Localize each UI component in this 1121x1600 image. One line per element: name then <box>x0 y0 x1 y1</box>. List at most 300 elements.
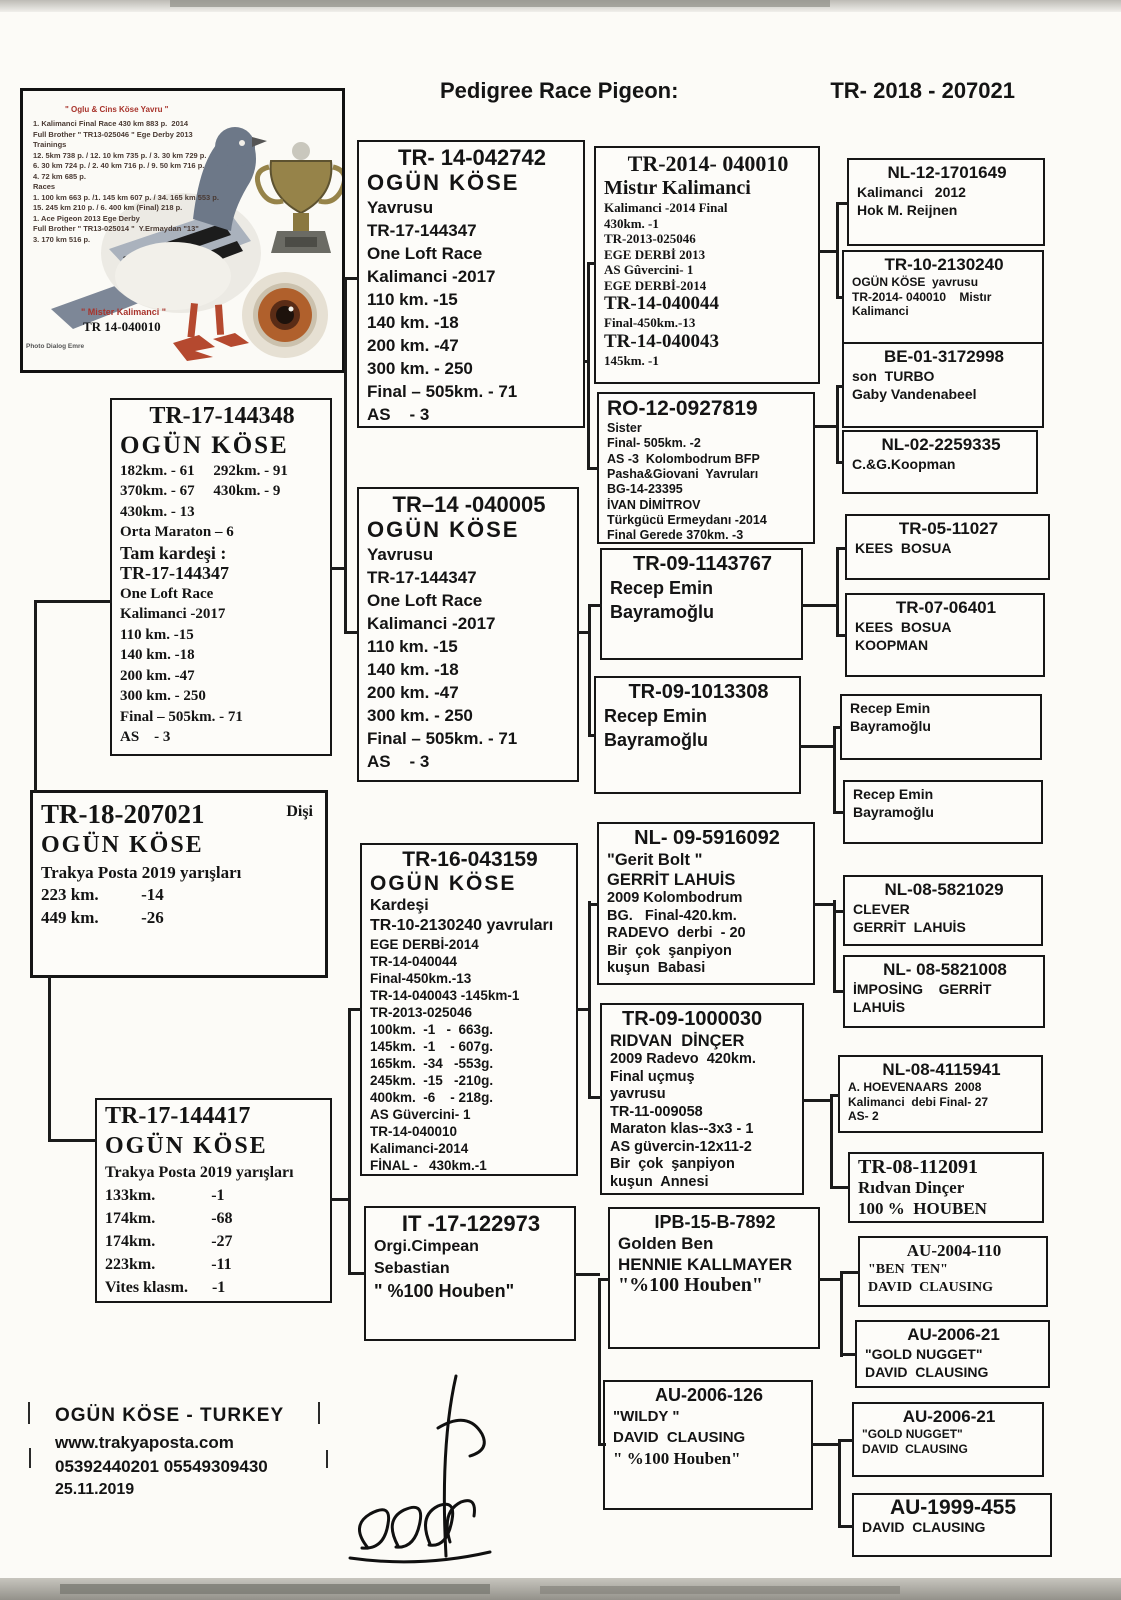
box-line: TR-14-040043 -145km-1 <box>370 988 520 1004</box>
pedigree-connector <box>811 1443 838 1446</box>
box-line: TR-17-144347 <box>367 568 477 588</box>
pedigree-connector <box>833 900 836 993</box>
box-line: OGÜN KÖSE <box>41 832 204 859</box>
box-line: 245km. -15 -210g. <box>370 1073 494 1089</box>
box-line: 182km. - 61 292km. - 91 <box>120 462 288 479</box>
ring-number: NL- 09-5916092 <box>634 827 780 849</box>
pedigree-box-tr-10-2130240 <box>842 250 1044 345</box>
photo-info-lines <box>33 119 248 245</box>
pedigree-box-recep-emin-bayramoglu-1 <box>840 694 1042 760</box>
ring-number: AU-2006-126 <box>654 1385 764 1405</box>
scan-artifact-bottom-smudge <box>60 1584 490 1594</box>
box-line: GERRİT LAHUİS <box>607 871 736 889</box>
pedigree-connector <box>588 903 599 906</box>
pedigree-box-au-2006-126 <box>603 1380 813 1510</box>
box-line: 100 % HOUBEN <box>858 1199 987 1218</box>
box-line: One Loft Race <box>367 591 483 611</box>
box-lines <box>374 1236 568 1302</box>
box-line: 449 km. -26 <box>41 907 164 927</box>
box-line: 200 km. -47 <box>120 667 195 684</box>
box-line: Recep Emin <box>850 700 931 716</box>
pedigree-box-tr-17-144348 <box>110 398 332 756</box>
box-line: TR-14-040044 <box>604 293 720 315</box>
pedigree-connector <box>348 1008 362 1011</box>
pedigree-connector <box>836 385 844 388</box>
pedigree-box-au-2006-21-b <box>852 1402 1044 1477</box>
box-lines <box>610 1031 796 1191</box>
pedigree-connector <box>598 1278 610 1281</box>
pedigree-box-be-01-3172998 <box>842 342 1044 428</box>
pedigree-connector <box>576 1008 590 1011</box>
pedigree-box-recep-emin-bayramoglu-2 <box>843 780 1043 844</box>
pedigree-box-nl-08-4115941 <box>838 1055 1043 1133</box>
box-lines <box>853 900 1035 936</box>
box-line: Final-450km.-13 <box>370 971 472 987</box>
pedigree-box-tr-14-042742 <box>357 140 585 428</box>
box-line: KOOPMAN <box>855 637 929 653</box>
box-line: Recep Emin <box>853 786 934 802</box>
pedigree-connector <box>588 1096 602 1099</box>
box-line: 100km. -1 - 663g. <box>370 1022 494 1038</box>
pedigree-connector <box>836 547 847 550</box>
pedigree-box-ro-12-0927819 <box>597 392 815 544</box>
ring-number: NL-08-5821029 <box>884 880 1004 899</box>
pedigree-connector <box>577 631 590 634</box>
box-line: Final – 505km. - 71 <box>120 708 243 725</box>
pedigree-connector <box>833 811 845 814</box>
box-line: 15. 245 km 210 p. / 6. 400 km (Final) 218 p. <box>33 203 183 212</box>
box-line: "WILDY " <box>613 1407 680 1425</box>
box-line: Maraton klas--3x3 - 1 <box>610 1121 754 1137</box>
pedigree-connector <box>48 976 51 1142</box>
box-line: TR-14-040043 <box>604 330 720 352</box>
box-line: AS - 3 <box>367 405 430 425</box>
ring-number: IPB-15-B-7892 <box>654 1212 776 1232</box>
pedigree-connector <box>836 461 844 464</box>
box-lines <box>858 1177 1036 1219</box>
box-line: 1. Ace Pigeon 2013 Ege Derby <box>33 213 140 223</box>
box-line: " %100 Houben" <box>374 1281 515 1302</box>
box-line: AS- 2 <box>848 1109 879 1123</box>
box-line: yavrusu <box>610 1086 666 1102</box>
box-lines <box>852 367 1036 403</box>
box-line: Bayramoğlu <box>853 804 934 820</box>
ring-number: TR-05-11027 <box>898 519 999 538</box>
box-line: 3. 170 km 516 p. <box>33 234 91 244</box>
ring-number: TR-10-2130240 <box>884 255 1004 274</box>
box-line: TR-2013-025046 <box>604 231 696 247</box>
footer-owner: OGÜN KÖSE - TURKEY <box>55 1405 285 1426</box>
pedigree-box-tr-09-1143767 <box>600 548 803 660</box>
box-line: Yavrusu <box>367 198 434 218</box>
pedigree-connector <box>830 1186 850 1189</box>
box-line: 140 km. -18 <box>367 313 459 333</box>
box-line: TR-17-144347 <box>367 221 477 241</box>
box-line: Bir çok şanpiyon <box>610 1156 735 1172</box>
box-lines <box>855 618 1037 654</box>
box-line: Final- 505km. -2 <box>607 436 701 451</box>
box-line: AS - 3 <box>120 729 171 746</box>
box-line: Sebastian <box>374 1260 450 1278</box>
box-lines <box>857 183 1037 219</box>
box-line: Sister <box>607 421 642 436</box>
page-header <box>440 78 1015 104</box>
box-line: RIDVAN DİNÇER <box>610 1032 745 1050</box>
pedigree-box-au-1999-455 <box>852 1493 1052 1557</box>
pedigree-connector <box>836 202 849 205</box>
subject-ring-number-header: TR- 2018 - 207021 <box>830 78 1015 103</box>
ring-number: TR-09-1143767 <box>633 553 772 575</box>
pedigree-connector <box>833 990 845 993</box>
pedigree-connector <box>830 1094 840 1097</box>
pedigree-connector <box>838 1439 841 1528</box>
box-line: Kalimanci 2012 <box>857 184 966 200</box>
box-line: EGE DERBİ-2014 <box>370 937 479 953</box>
box-line: 223km. -11 <box>105 1255 232 1273</box>
box-line: AS Gûvercini- 1 <box>604 262 694 278</box>
box-line: AS güvercin-12x11-2 <box>610 1138 752 1155</box>
box-line: TR-2014- 040010 Mistır <box>852 289 992 304</box>
pigeon-photo-panel <box>20 88 345 373</box>
pedigree-box-ipb-15-b-7892 <box>608 1207 820 1349</box>
pedigree-connector <box>583 360 589 363</box>
box-line: AS Güvercini- 1 <box>370 1107 471 1123</box>
pedigree-connector <box>813 903 833 906</box>
box-line: Recep Emin <box>610 578 714 598</box>
ring-number: NL- 08-5821008 <box>883 960 1007 979</box>
pedigree-connector <box>574 1273 600 1276</box>
box-line: OGÜN KÖSE <box>120 431 289 459</box>
box-lines <box>607 421 807 543</box>
box-lines <box>862 1518 1044 1536</box>
box-line: HENNIE KALLMAYER <box>618 1254 793 1274</box>
box-line: Bayramoğlu <box>604 730 709 750</box>
pedigree-connector <box>330 567 346 570</box>
box-line: 4. 72 km 685 p. <box>33 171 86 181</box>
box-line: Golden Ben <box>618 1233 714 1253</box>
ring-number: TR- 14-042742 <box>398 145 546 170</box>
subject-title-row <box>41 799 319 830</box>
pedigree-box-tr-16-043159 <box>360 843 578 1176</box>
pedigree-connector <box>836 547 839 637</box>
footer-website[interactable]: www.trakyaposta.com <box>55 1433 234 1452</box>
pedigree-connector <box>588 734 596 737</box>
pedigree-connector <box>587 262 590 470</box>
box-line: TR-10-2130240 yavruları <box>370 917 554 935</box>
box-line: 2009 Radevo 420km. <box>610 1051 756 1067</box>
box-line: One Loft Race <box>367 244 483 264</box>
box-lines <box>41 830 319 929</box>
pedigree-box-it-17-122973 <box>364 1206 576 1341</box>
box-line: Hok M. Reijnen <box>857 202 958 218</box>
pedigree-connector <box>348 1008 351 1275</box>
footer-contact-block <box>55 1405 345 1499</box>
pedigree-connector <box>840 1271 860 1274</box>
box-line: TR-14-040044 <box>370 954 458 970</box>
signature <box>338 1368 508 1578</box>
ring-number: TR-17-144348 <box>149 403 295 429</box>
pedigree-box-tr-2014-040010 <box>594 146 820 384</box>
pedigree-box-tr-08-112091 <box>848 1152 1044 1223</box>
box-line: Türkgücü Ermeydanı -2014 <box>607 512 767 527</box>
box-line: Kalimanci -2017 <box>367 267 496 287</box>
box-line: KEES BOSUA <box>855 619 952 635</box>
box-lines <box>604 176 812 368</box>
pedigree-box-subject-tr-18-207021 <box>30 790 328 978</box>
box-line: 140 km. -18 <box>367 660 459 680</box>
box-line: Trakya Posta 2019 yarışları <box>105 1163 294 1181</box>
box-line: Kalimanci -2017 <box>120 606 226 623</box>
box-line: 1. 100 km 663 p. /1. 145 km 607 p. / 34. 165 km 553 p. <box>33 192 219 202</box>
box-line: TR-14-040010 <box>370 1124 458 1140</box>
box-line: Gaby Vandenabeel <box>852 386 977 402</box>
box-line: Kardeşi <box>370 897 429 915</box>
box-line: EGE DERBİ 2013 <box>604 246 706 262</box>
pedigree-box-nl-12-1701649 <box>847 158 1045 246</box>
box-lines <box>604 704 793 752</box>
box-line: Bayramoğlu <box>610 602 715 622</box>
ring-number: TR-07-06401 <box>895 598 997 617</box>
photo-credit: Photo Dialog Emre <box>26 343 85 350</box>
ring-number: RO-12-0927819 <box>607 397 758 420</box>
pedigree-box-tr-05-11027 <box>845 514 1050 580</box>
box-line: 12. 5km 738 p. / 12. 10 km 735 p. / 3. 30 km 729 p. <box>33 150 207 160</box>
box-line: 370km. - 67 430km. - 9 <box>120 483 281 500</box>
box-line: Final uçmuş <box>610 1068 695 1085</box>
box-line: Kalimanci <box>852 304 909 318</box>
box-line: 140 km. -18 <box>120 647 195 664</box>
box-line: KEES BOSUA <box>855 540 952 556</box>
pedigree-box-tr-17-144417 <box>95 1098 332 1303</box>
box-line: TR-2013-025046 <box>370 1005 473 1021</box>
box-line: Vites klasm. -1 <box>105 1278 226 1296</box>
pedigree-connector <box>598 1443 606 1446</box>
pedigree-connector <box>836 202 839 298</box>
ring-number: TR-18-207021 <box>41 799 205 829</box>
box-lines <box>610 576 795 624</box>
box-line: Orta Maraton – 6 <box>120 524 234 541</box>
box-line: İMPOSİNG GERRİT <box>853 981 992 997</box>
box-line: TR-11-009058 <box>610 1103 703 1120</box>
pedigree-connector <box>830 1094 833 1189</box>
box-line: 2009 Kolombodrum <box>607 890 743 906</box>
box-line: 300 km. - 250 <box>367 706 473 726</box>
box-line: 145km. -1 - 607g. <box>370 1039 494 1055</box>
pedigree-connector <box>818 1278 840 1281</box>
pedigree-connector <box>348 1272 366 1275</box>
pedigree-connector <box>818 250 836 253</box>
box-lines <box>848 1080 1035 1124</box>
box-lines <box>105 1131 324 1299</box>
box-line: "Gerit Bolt " <box>607 851 703 869</box>
box-lines <box>607 850 807 978</box>
box-line: AS - 3 <box>367 752 430 772</box>
box-line: 145km. -1 <box>604 352 659 368</box>
pedigree-connector <box>34 600 112 603</box>
pen-mark <box>28 1402 30 1424</box>
box-line: 400km. -6 - 218g. <box>370 1090 494 1106</box>
box-line: Final-450km.-13 <box>604 315 696 331</box>
box-line: 165km. -34 -553g. <box>370 1056 494 1072</box>
box-lines <box>865 1345 1042 1381</box>
ring-number: TR-09-1013308 <box>628 681 769 703</box>
pedigree-box-tr-07-06401 <box>845 593 1045 677</box>
pedigree-connector <box>48 1139 97 1142</box>
box-line: Mistır Kalimanci <box>604 177 751 200</box>
box-lines <box>853 980 1037 1016</box>
box-line: DAVID CLAUSING <box>865 1364 989 1380</box>
ring-number: TR-08-112091 <box>858 1156 978 1178</box>
box-line: son TURBO <box>852 368 935 384</box>
box-lines <box>868 1261 1040 1297</box>
box-lines <box>852 275 1036 319</box>
box-lines <box>852 455 1030 473</box>
page-title: Pedigree Race Pigeon: <box>440 78 679 103</box>
box-line: 174km. -27 <box>105 1232 233 1250</box>
box-line: DAVID CLAUSING <box>862 1519 986 1535</box>
scan-artifact-bottom-smudge-2 <box>540 1586 900 1594</box>
box-lines <box>853 785 1035 821</box>
pedigree-box-tr-09-1000030 <box>600 1003 804 1195</box>
box-line: "GOLD NUGGET" <box>865 1346 983 1362</box>
box-line: GERRİT LAHUİS <box>853 919 966 935</box>
pedigree-box-au-2006-21-a <box>855 1320 1050 1388</box>
box-line: Rıdvan Dinçer <box>858 1178 965 1197</box>
pedigree-box-tr-09-1013308 <box>594 676 801 794</box>
box-lines <box>370 872 570 1174</box>
box-line: 6. 30 km 724 p. / 2. 40 km 716 p. / 9. 50 km 716 p. <box>33 161 205 170</box>
box-line: İVAN DİMİTROV <box>607 497 701 512</box>
photo-pigeon-name-red: " Mister Kalimanci " <box>81 307 167 317</box>
box-line: Bir çok şanpiyon <box>607 942 732 959</box>
box-line: CLEVER <box>853 901 910 917</box>
pedigree-connector <box>833 726 842 729</box>
box-line: LAHUİS <box>853 999 906 1015</box>
box-line: 223 km. -14 <box>41 885 164 905</box>
box-lines <box>120 431 324 748</box>
pedigree-connector <box>836 385 839 464</box>
box-line: Kalimanci-2014 <box>370 1141 469 1157</box>
box-line: One Loft Race <box>120 585 214 602</box>
box-line: 430km. - 13 <box>120 503 195 520</box>
pedigree-connector <box>801 604 836 607</box>
pedigree-connector <box>836 296 844 299</box>
ring-number: TR-2014- 040010 <box>627 151 789 176</box>
pedigree-connector <box>813 425 836 428</box>
pedigree-box-nl-09-5916092 <box>597 822 815 985</box>
pedigree-connector <box>802 1099 830 1102</box>
box-line: 300 km. - 250 <box>367 359 473 379</box>
pedigree-connector <box>330 1198 350 1201</box>
pedigree-box-nl-02-2259335 <box>842 430 1038 494</box>
box-line: Tam kardeşi : <box>120 542 227 563</box>
box-line: FİNAL - 430km.-1 <box>370 1158 487 1174</box>
box-line: 110 km. -15 <box>367 290 458 310</box>
box-line: Final – 505km. - 71 <box>367 729 518 749</box>
pedigree-connector <box>840 1353 857 1356</box>
ring-number: TR-16-043159 <box>402 848 538 871</box>
box-line: TR-17-144347 <box>120 563 229 584</box>
footer-date: 25.11.2019 <box>55 1481 135 1498</box>
pedigree-connector <box>799 745 833 748</box>
box-line: C.&G.Koopman <box>852 456 956 472</box>
box-line: Final – 505km. - 71 <box>367 382 518 402</box>
pedigree-connector <box>838 1439 854 1442</box>
pedigree-connector <box>836 634 847 637</box>
box-line: Races <box>33 182 56 191</box>
box-line: 200 km. -47 <box>367 336 459 356</box>
pen-mark <box>318 1402 320 1424</box>
box-line: 300 km. - 250 <box>120 688 206 705</box>
box-line: BG-14-23395 <box>607 482 683 497</box>
footer-phones: 05392440201 05549309430 <box>55 1457 268 1476</box>
pedigree-connector <box>838 1525 854 1528</box>
ring-number: AU-2006-21 <box>907 1325 1000 1344</box>
ring-number: AU-2004-110 <box>906 1241 1002 1260</box>
box-line: Kalimanci debi Final- 27 <box>848 1094 989 1109</box>
box-line: RADEVO derbi - 20 <box>607 925 746 941</box>
box-line: OGÜN KÖSE <box>367 170 520 196</box>
box-line: Full Brother " TR13-025046 " Ege Derby 2013 <box>33 129 193 139</box>
box-line: Pasha&Giovani Yavruları <box>607 467 759 482</box>
box-line: Trakya Posta 2019 yarışları <box>41 862 242 882</box>
pedigree-connector <box>344 631 359 634</box>
pedigree-connector <box>344 277 347 634</box>
pedigree-connector <box>598 1278 601 1445</box>
box-line: BG. Final-420.km. <box>607 907 737 924</box>
ring-number: IT -17-122973 <box>401 1211 541 1236</box>
box-line: 133km. -1 <box>105 1186 225 1204</box>
box-line: "BEN TEN" <box>868 1262 948 1277</box>
box-line: DAVID CLAUSING <box>868 1280 993 1295</box>
box-line: "GOLD NUGGET" <box>862 1427 963 1441</box>
box-lines <box>862 1427 1036 1456</box>
ring-number: AU-2006-21 <box>902 1407 996 1426</box>
box-line: OGÜN KÖSE yavrusu <box>852 275 979 289</box>
box-line: 430km. -1 <box>604 215 659 231</box>
pedigree-connector <box>588 901 591 1099</box>
ring-number: TR–14 -040005 <box>392 492 546 517</box>
box-line: " %100 Houben" <box>613 1448 741 1468</box>
box-line: Bayramoğlu <box>850 718 931 734</box>
pedigree-connector <box>587 262 596 265</box>
pedigree-connector <box>588 604 602 607</box>
box-line: Final Gerede 370km. -3 <box>607 528 744 543</box>
box-lines <box>613 1406 805 1469</box>
pedigree-box-tr-14-040005 <box>357 487 579 782</box>
pedigree-connector <box>588 604 591 737</box>
ring-number: BE-01-3172998 <box>883 347 1005 366</box>
box-lines <box>850 699 1034 735</box>
box-lines <box>367 517 571 773</box>
pedigree-connector <box>34 600 37 792</box>
pedigree-connector <box>344 277 359 280</box>
box-line: EGE DERBİ-2014 <box>604 277 707 293</box>
ring-number: AU-1999-455 <box>889 1496 1017 1519</box>
box-line: 110 km. -15 <box>367 637 458 657</box>
box-line: AS -3 Kolombodrum BFP <box>607 451 760 466</box>
pedigree-box-au-2004-110 <box>858 1236 1048 1307</box>
box-line: Yavrusu <box>367 545 434 565</box>
ring-number: NL-08-4115941 <box>882 1060 1001 1079</box>
box-line: kuşun Babasi <box>607 960 706 976</box>
ring-number: TR-17-144417 <box>105 1103 251 1129</box>
pen-mark <box>326 1450 328 1468</box>
box-line: Kalimanci -2014 Final <box>604 200 728 216</box>
pedigree-connector <box>833 910 845 913</box>
photo-caption-red-title: " Oglu & Cins Köse Yavru " <box>65 105 169 114</box>
box-line: DAVID CLAUSING <box>613 1428 746 1446</box>
